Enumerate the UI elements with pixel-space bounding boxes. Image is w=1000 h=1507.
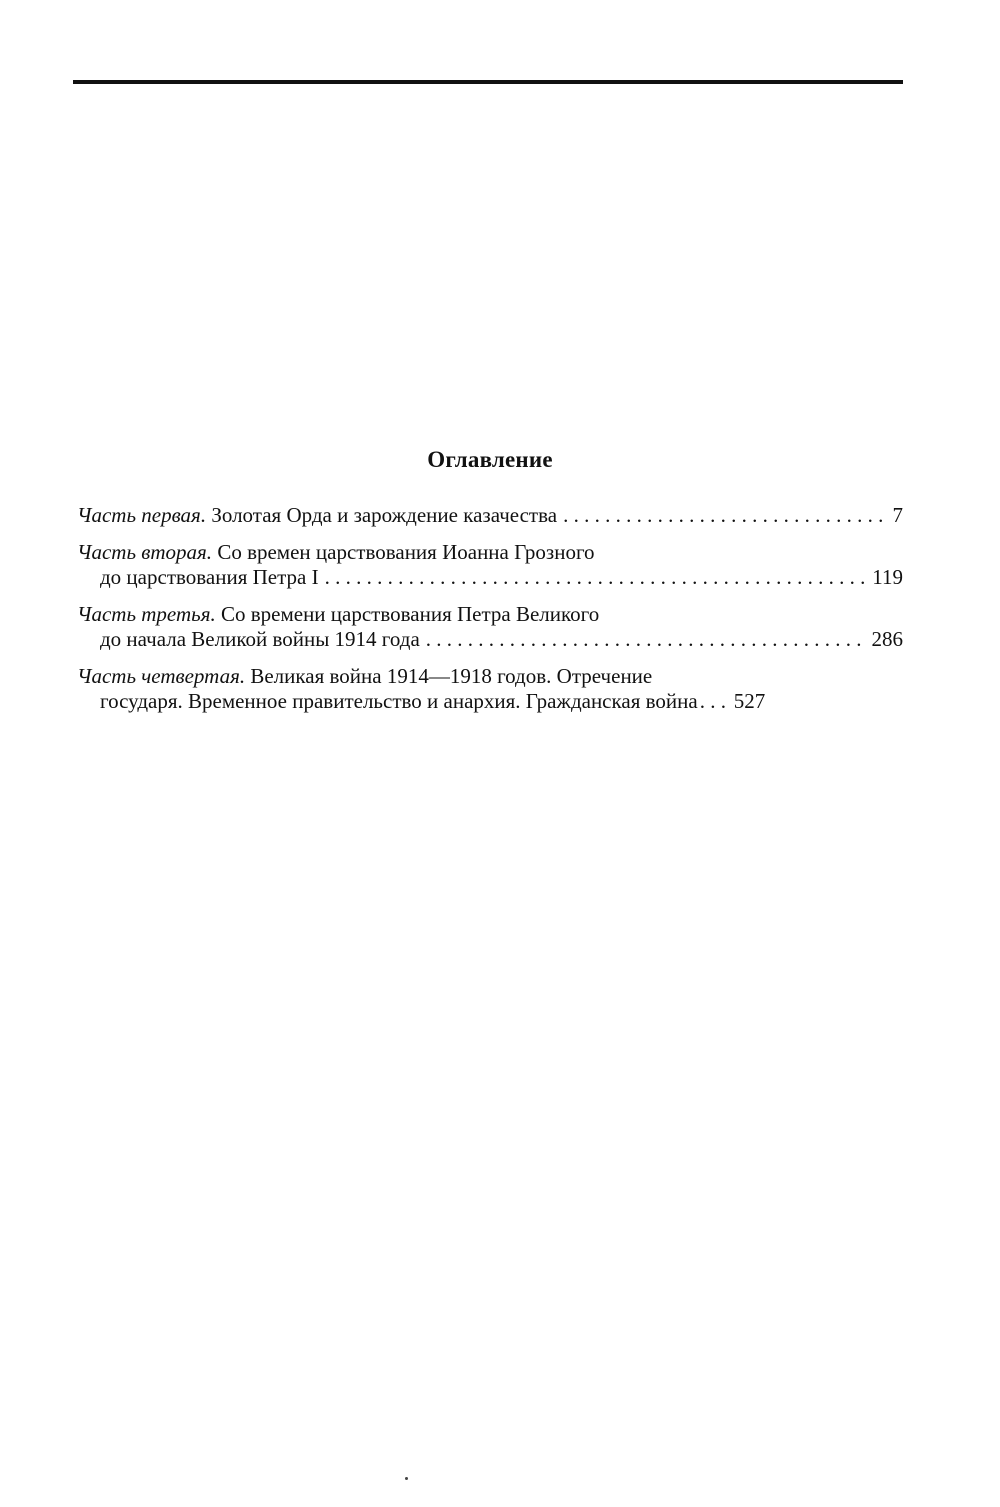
page-number: 7	[892, 503, 903, 527]
part-label: Часть четвертая.	[77, 664, 246, 688]
toc-entry-line	[77, 602, 903, 627]
page-number: 286	[871, 627, 903, 651]
top-rule	[73, 80, 903, 84]
toc-entry-line	[77, 627, 903, 652]
toc-entry-part-3[interactable]	[77, 602, 903, 652]
toc-entry-line	[77, 540, 903, 565]
toc-entry-part-4[interactable]	[77, 664, 903, 714]
table-of-contents	[77, 503, 903, 726]
part-label: Часть третья.	[77, 602, 216, 626]
toc-entry-line	[77, 503, 903, 528]
toc-entry-part-2[interactable]	[77, 540, 903, 590]
page-number: 119	[872, 565, 903, 589]
scan-speck	[405, 1477, 408, 1480]
toc-entry-line	[77, 689, 903, 714]
entry-title: Золотая Орда и зарождение казачества	[211, 503, 558, 527]
dot-leader	[563, 503, 886, 528]
toc-entry-part-1[interactable]	[77, 503, 903, 528]
entry-title-continued: до царствования Петра I	[100, 565, 319, 589]
part-label: Часть первая.	[77, 503, 207, 527]
toc-entry-line	[77, 565, 903, 590]
entry-title: Великая война 1914—1918 годов. Отречение	[250, 664, 653, 688]
entry-title: Со времен царствования Иоанна Грозного	[217, 540, 595, 564]
toc-title: Оглавление	[427, 447, 553, 472]
entry-title: Со времени царствования Петра Великого	[220, 602, 600, 626]
entry-title-continued: до начала Великой войны 1914 года	[100, 627, 420, 651]
toc-entry-line	[77, 664, 903, 689]
dot-leader	[325, 565, 867, 590]
page-number: 527	[733, 689, 766, 713]
dot-leader	[426, 627, 866, 652]
dot-leader	[700, 689, 730, 714]
part-label: Часть вторая.	[77, 540, 213, 564]
entry-title-continued: государя. Временное правительство и анархия. Гражданская война	[100, 689, 698, 713]
